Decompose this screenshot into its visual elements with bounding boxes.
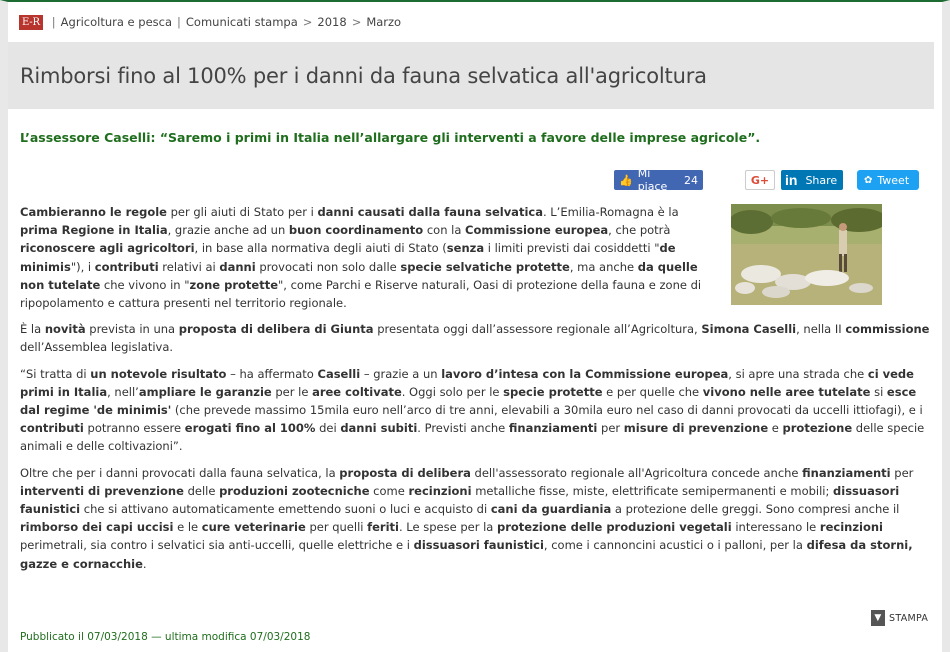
text-run: , nella II <box>796 322 846 337</box>
text-run: e per quelle che <box>602 384 703 399</box>
bold-text: senza <box>446 241 485 256</box>
breadcrumb-separator: | <box>51 15 56 29</box>
bold-text: rimborso dei capi uccisi <box>20 520 174 535</box>
text-run: , ma anche <box>569 259 638 274</box>
text-run: delle <box>183 483 220 498</box>
google-plus-button[interactable] <box>745 170 775 190</box>
bold-text: zone protette <box>189 277 278 292</box>
bold-text: vivono nelle aree tutelate <box>702 384 871 399</box>
bold-text: esce dal regime 'de minimis' <box>20 384 917 418</box>
print-label: STAMPA <box>889 612 929 624</box>
bold-text: cure veterinarie <box>201 520 306 535</box>
text-run: per quelli <box>305 520 368 535</box>
er-logo[interactable]: E-R <box>19 15 43 30</box>
text-run: che si attivano automaticamente emettendo suoni o luci e acquisto di <box>80 502 491 517</box>
bold-text: riconoscere agli agricoltori <box>20 241 195 256</box>
text-run: e <box>768 421 783 436</box>
bold-text: contributi <box>94 259 159 274</box>
bold-text: ci vede primi in Italia <box>20 366 914 399</box>
bold-text: specie protette <box>503 384 603 399</box>
google-plus-icon: G+ <box>750 173 770 187</box>
text-run: Oltre che per i danni provocati dalla fauna selvatica, la <box>20 465 340 480</box>
text-run: delle specie animali e delle coltivazioni”. <box>20 421 925 454</box>
text-run: per le <box>271 384 313 399</box>
text-run: “Si tratta di <box>20 366 91 381</box>
bold-text: danni <box>219 259 256 274</box>
article-subtitle: L’assessore Caselli: “Saremo i primi in Italia nell’allargare gli interventi a favore delle imprese agricole”. <box>20 130 761 145</box>
breadcrumb <box>8 2 934 42</box>
title-band <box>8 42 934 109</box>
text-run: È la <box>20 322 45 337</box>
text-run: , si apre una strada che <box>728 366 868 381</box>
text-run: , che potrà <box>608 223 671 238</box>
tweet-label: Tweet <box>877 173 910 187</box>
text-run: metalliche fisse, miste, elettrificate semipermanenti e mobili; <box>471 483 834 498</box>
text-run: , come i cannoncini acustici o i palloni, per la <box>543 538 807 553</box>
bold-text: commissione <box>845 322 930 337</box>
breadcrumb-item-agricoltura[interactable]: Agricoltura e pesca <box>60 15 173 29</box>
text-run: (che prevede massimo 15mila euro nell’arco di tre anni, elevabili a 30mila euro nel caso di danni provocati da uccelli ittiofagi), e i <box>171 403 923 418</box>
twitter-bird-icon: ✿ <box>864 174 873 186</box>
text-run: ", come Parchi e Riserve naturali, Oasi di protezione della fauna e zone di ripopolamento e cattura presenti nel territorio regionale. <box>20 277 702 311</box>
text-run: perimetrali, sia contro i selvatici sia anti-uccelli, quelle elettriche e i <box>20 538 414 553</box>
linkedin-share-button[interactable] <box>781 170 843 190</box>
bold-text: buon coordinamento <box>288 223 424 238</box>
bold-text: recinzioni <box>408 483 472 498</box>
bold-text: de minimis <box>20 241 676 274</box>
bold-text: Commissione europea <box>465 223 609 238</box>
facebook-like-button[interactable] <box>614 167 703 193</box>
article-body <box>20 203 932 581</box>
bold-text: danni subiti <box>340 421 418 436</box>
text-run: , nell’ <box>107 384 139 399</box>
bold-text: specie selvatiche protette <box>400 259 570 274</box>
text-run: , in base alla normativa degli aiuti di Stato ( <box>194 241 447 256</box>
article-paragraph <box>20 203 716 312</box>
bold-text: aree coltivate <box>312 384 402 399</box>
print-icon: ▼ <box>871 610 885 626</box>
page-title: Rimborsi fino al 100% per i danni da fauna selvatica all'agricoltura <box>20 63 707 88</box>
text-run: , grazie anche ad un <box>167 223 289 238</box>
bold-text: interventi di prevenzione <box>20 483 184 498</box>
thumbs-up-icon: 👍 <box>619 173 633 187</box>
text-run: presentata oggi dall’assessore regionale all’Agricoltura, <box>373 322 702 337</box>
bold-text: Cambieranno le regole <box>20 205 167 219</box>
breadcrumb-item-month[interactable]: Marzo <box>366 15 402 29</box>
bold-text: proposta di delibera <box>339 465 471 480</box>
article-paragraph <box>20 464 932 573</box>
text-run: interessano le <box>731 520 820 535</box>
bold-text: feriti <box>367 520 399 535</box>
text-run: a protezione delle greggi. Sono compresi anche il <box>611 502 900 517</box>
text-run: . Previsti anche <box>417 421 509 436</box>
breadcrumb-separator: | <box>177 15 181 29</box>
text-run: . <box>142 556 147 571</box>
text-run: per <box>890 465 914 480</box>
bold-text: danni causati dalla fauna selvatica <box>317 205 543 219</box>
bold-text: da quelle non tutelate <box>20 259 698 292</box>
bold-text: lavoro d’intesa con la Commissione europea <box>441 366 729 381</box>
bold-text: finanziamenti <box>508 421 598 436</box>
bold-text: recinzioni <box>819 520 884 535</box>
text-run: e le <box>173 520 202 535</box>
linkedin-icon: in <box>785 172 798 188</box>
text-run: che vivono in " <box>100 277 190 292</box>
text-run: – ha affermato <box>226 366 318 381</box>
tweet-button[interactable] <box>857 170 919 190</box>
breadcrumb-separator: > <box>302 15 313 29</box>
text-run: con la <box>423 223 466 238</box>
print-button[interactable] <box>871 610 928 626</box>
bold-text: cani da guardiania <box>490 502 612 517</box>
article-paragraph <box>20 320 932 356</box>
bold-text: proposta di delibera di Giunta <box>178 322 374 337</box>
text-run: potranno essere <box>83 421 185 436</box>
text-run: "), i <box>70 259 95 274</box>
text-run: per gli aiuti di Stato per i <box>166 205 318 219</box>
bold-text: un notevole risultato <box>90 366 227 381</box>
facebook-like-label: Mi piace <box>637 167 668 193</box>
bold-text: dissuasori faunistici <box>20 483 900 517</box>
linkedin-share-label: Share <box>805 173 838 187</box>
bold-text: misure di prevenzione <box>623 421 769 436</box>
bold-text: contributi <box>20 421 84 436</box>
text-run: – grazie a un <box>360 366 442 381</box>
text-run: prevista in una <box>85 322 179 337</box>
breadcrumb-item-comunicati[interactable]: Comunicati stampa <box>185 15 298 29</box>
bold-text: prima Regione in Italia <box>20 223 168 238</box>
publication-info: Pubblicato il 07/03/2018 — ultima modifica 07/03/2018 <box>20 631 311 643</box>
text-run: . L’Emilia-Romagna è la <box>542 205 679 219</box>
text-run: per <box>597 421 624 436</box>
text-run: dell’Assemblea legislativa. <box>20 340 174 355</box>
bold-text: difesa da storni, gazze e cornacchie <box>20 538 913 571</box>
text-run: provocati non solo dalle <box>255 259 401 274</box>
bold-text: erogati fino al 100% <box>184 421 316 436</box>
bold-text: dissuasori faunistici <box>413 538 544 553</box>
bold-text: produzioni zootecniche <box>219 483 370 498</box>
breadcrumb-item-year[interactable]: 2018 <box>317 15 347 29</box>
bold-text: Caselli <box>317 366 361 381</box>
text-run: . Le spese per la <box>398 520 497 535</box>
text-run: . Oggi solo per le <box>401 384 504 399</box>
text-run: si <box>870 384 887 399</box>
bold-text: ampliare le garanzie <box>138 384 272 399</box>
bold-text: Simona Caselli <box>701 322 797 337</box>
text-run: relativi ai <box>158 259 220 274</box>
breadcrumb-separator: > <box>351 15 362 29</box>
text-run: dell'assessorato regionale all'Agricoltura concede anche <box>470 465 803 480</box>
bold-text: protezione delle produzioni vegetali <box>496 520 732 535</box>
bold-text: finanziamenti <box>802 465 891 480</box>
bold-text: protezione <box>782 421 853 436</box>
text-run: i limiti previsti dai cosiddetti " <box>484 241 660 256</box>
text-run: come <box>369 483 409 498</box>
text-run: dei <box>315 421 341 436</box>
bold-text: novità <box>44 322 86 337</box>
article-paragraph <box>20 365 932 456</box>
facebook-like-count: 24 <box>684 173 698 187</box>
